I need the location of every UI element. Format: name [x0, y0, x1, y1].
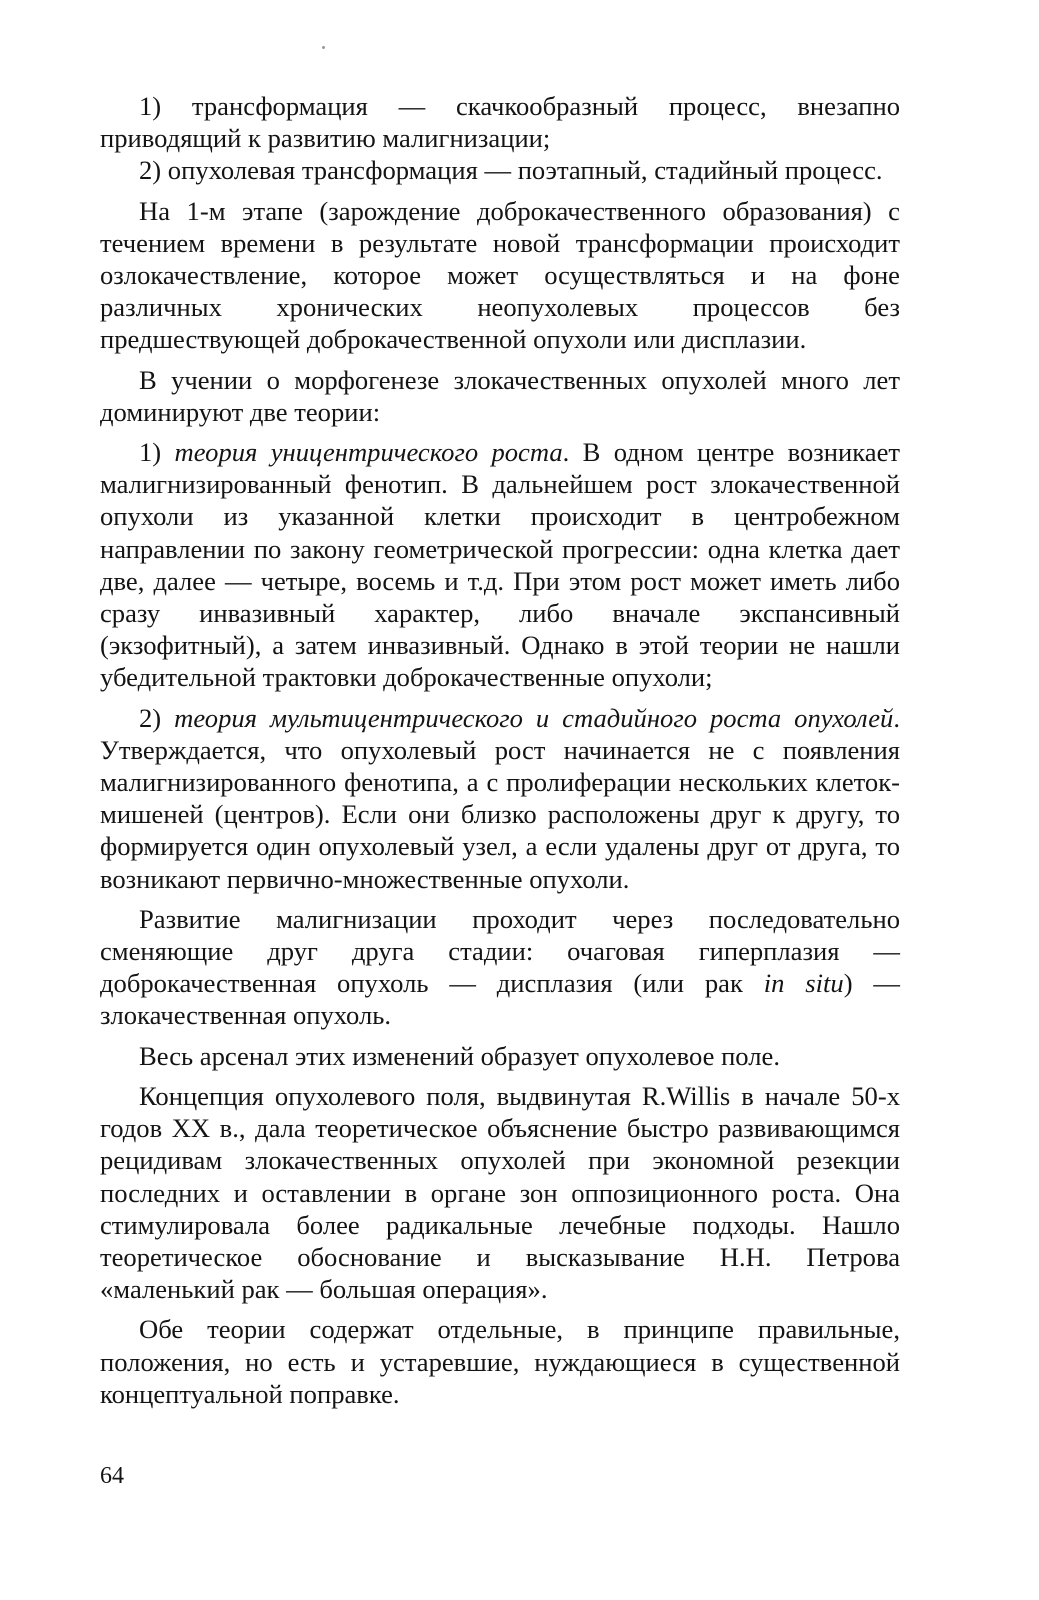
scan-speck	[322, 46, 325, 49]
paragraph-theory-2	[100, 702, 900, 895]
paragraph	[100, 1313, 900, 1410]
paragraph-text: 2)	[139, 702, 175, 733]
paragraph-text: . Утверждается, что опухолевый рост начинается не с появления малигнизированного фенотипа, а с пролиферации нескольких клеток-мишеней (центров). Если они близко расположены друг к другу, то формируется один опухолевый узел, а если удалены друг от друга, то возникают первично-множественные опухоли.	[100, 702, 900, 894]
paragraph-text: На 1-м этапе (зарождение доброкачественного образования) с течением времени в результате новой трансформации происходит озлокачествление, которое может осуществляться и на фоне различных хронических неопухолевых процессов без предшествующей доброкачественной опухоли или дисплазии.	[100, 195, 900, 355]
paragraph-text: 2) опухолевая трансформация — поэтапный, стадийный процесс.	[139, 155, 883, 186]
page-number: 64	[100, 1463, 124, 1489]
paragraph-text: ) — злокачественная опухоль.	[100, 968, 900, 1031]
paragraph	[100, 195, 900, 356]
paragraph-theory-1	[100, 436, 900, 694]
paragraph	[100, 90, 900, 154]
paragraph-text: Весь арсенал этих изменений образует опухолевое поле.	[139, 1040, 780, 1071]
paragraph	[100, 903, 900, 1032]
paragraph-text: В учении о морфогенезе злокачественных опухолей много лет доминируют две теории:	[100, 364, 900, 427]
paragraph-text: 1) трансформация — скачкообразный процесс, внезапно приводящий к развитию малигнизации;	[100, 91, 900, 154]
paragraph-text: . В одном центре возникает малигнизированный фенотип. В дальнейшем рост злокачественной опухоли из указанной клетки происходит в центробежном направлении по закону геометрической прогрессии: одна клетка дает две, далее — четыре, восемь и т.д. При этом рост может иметь либо сразу инвазивный характер, либо вначале экспансивный (экзофитный), а затем инвазивный. Однако в этой теории не нашли убедительной трактовки доброкачественные опухоли;	[100, 437, 900, 693]
paragraph-text: 1)	[139, 437, 175, 468]
latin-term: in situ	[763, 968, 844, 999]
paragraph	[100, 154, 900, 186]
theory-name: теория уницентрического роста	[174, 437, 563, 468]
paragraph-text: Развитие малигнизации проходит через последовательно сменяющие друг друга стадии: очаговая гиперплазия — доброкачественная опухоль — дисплазия (или рак	[100, 903, 900, 999]
body-text	[100, 90, 900, 1412]
theory-name: теория мультицентрического и стадийного роста опухолей	[174, 702, 894, 733]
paragraph-text: Обе теории содержат отдельные, в принципе правильные, положения, но есть и устаревшие, нуждающиеся в существенной концептуальной поправке.	[100, 1314, 900, 1409]
paragraph	[100, 1040, 900, 1072]
paragraph-text: Концепция опухолевого поля, выдвинутая R.Willis в начале 50-х годов XX в., дала теоретическое объяснение быстро развивающимся рецидивам злокачественных опухолей при экономной резекции последних и оставлении в органе зон оппозиционного роста. Она стимулировала более радикальные лечебные подходы. Нашло теоретическое обоснование и высказывание Н.Н. Петрова «маленький рак — большая операция».	[100, 1080, 900, 1305]
paragraph	[100, 364, 900, 428]
paragraph	[100, 1080, 900, 1305]
